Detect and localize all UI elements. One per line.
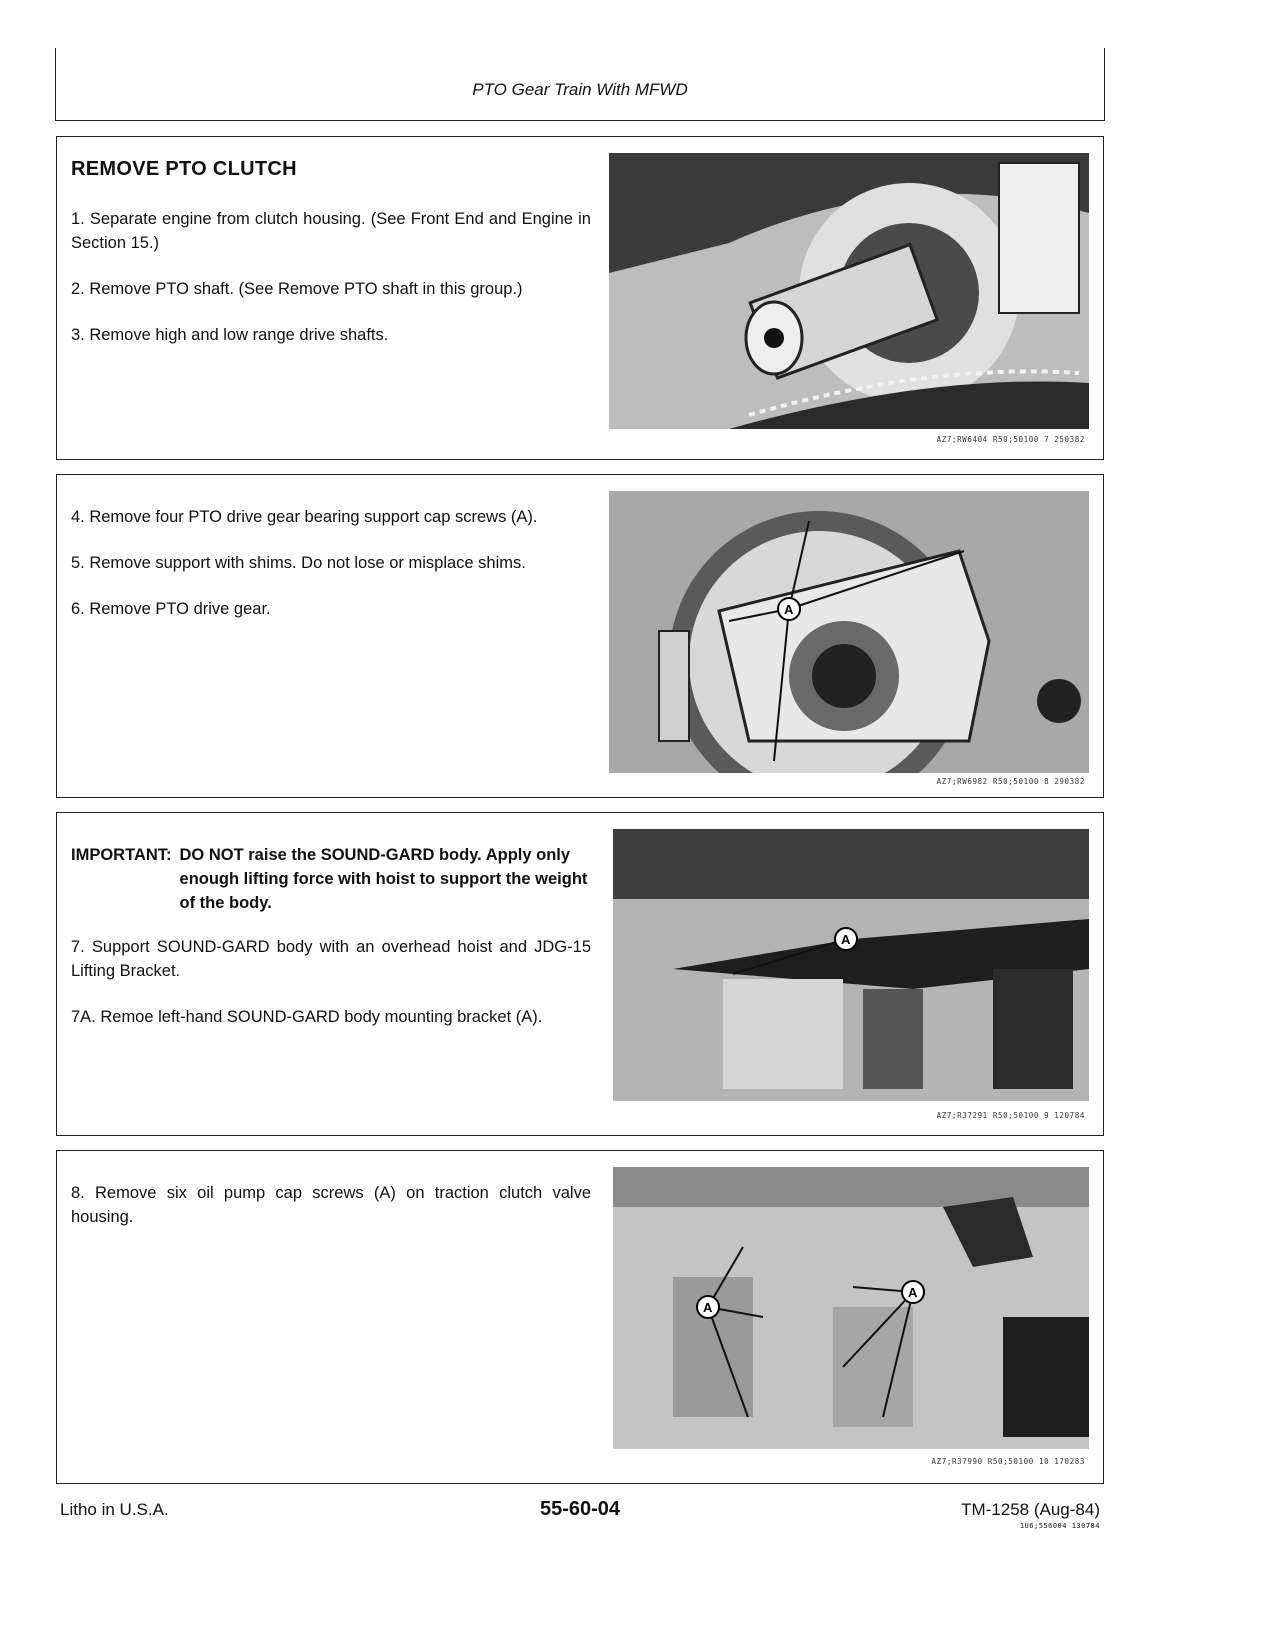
page-footer bbox=[60, 1498, 1100, 1538]
page-title: PTO Gear Train With MFWD bbox=[472, 80, 688, 99]
callout-label: A bbox=[841, 932, 851, 947]
step: 8. Remove six oil pump cap screws (A) on traction clutch valve housing. bbox=[71, 1184, 591, 1226]
photo-bearing-support bbox=[609, 491, 1089, 773]
callout-label: A bbox=[908, 1285, 918, 1300]
step: 4. Remove four PTO drive gear bearing support cap screws (A). bbox=[71, 508, 538, 526]
section-heading: REMOVE PTO CLUTCH bbox=[71, 158, 297, 180]
photo-caption: AZ7;RW6404 R50;50100 7 250382 bbox=[936, 435, 1085, 444]
photo-mounting-bracket bbox=[613, 829, 1089, 1101]
step: 2. Remove PTO shaft. (See Remove PTO shaft in this group.) bbox=[71, 280, 523, 298]
section-text bbox=[71, 155, 591, 369]
step: 1. Separate engine from clutch housing. (See Front End and Engine in Section 15.) bbox=[71, 210, 591, 252]
callout-label: A bbox=[703, 1300, 713, 1315]
section-text bbox=[71, 1181, 591, 1251]
page-number: 55-60-04 bbox=[539, 1498, 621, 1520]
manual-id: TM-1258 (Aug-84) bbox=[961, 1500, 1100, 1519]
section-remove-pto-clutch bbox=[56, 136, 1104, 460]
section-drive-gear-support bbox=[56, 474, 1104, 798]
photo-oil-pump bbox=[613, 1167, 1089, 1449]
section-oil-pump-cap-screws bbox=[56, 1150, 1104, 1484]
step: 6. Remove PTO drive gear. bbox=[71, 600, 271, 618]
important-label: IMPORTANT: bbox=[71, 846, 172, 864]
photo-pto-clutch bbox=[609, 153, 1089, 429]
important-text: DO NOT raise the SOUND-GARD body. Apply only enough lifting force with hoist to support the weight of the body. bbox=[179, 846, 588, 912]
callout-label: A bbox=[784, 602, 794, 617]
step: 7A. Remoe left-hand SOUND-GARD body mounting bracket (A). bbox=[71, 1008, 543, 1026]
section-text bbox=[71, 843, 591, 1051]
section-text bbox=[71, 505, 591, 643]
photo-caption: AZ7;R37990 R50;50100 10 170283 bbox=[931, 1457, 1085, 1466]
step: 3. Remove high and low range drive shafts. bbox=[71, 326, 389, 344]
footer-litho: Litho in U.S.A. bbox=[60, 1500, 169, 1519]
section-sound-gard-bracket bbox=[56, 812, 1104, 1136]
photo-caption: AZ7;R37291 R50;50100 9 120784 bbox=[936, 1111, 1085, 1120]
photo-caption: AZ7;RW6982 R50;50100 8 290382 bbox=[936, 777, 1085, 786]
page-header bbox=[55, 48, 1105, 121]
step: 5. Remove support with shims. Do not lose or misplace shims. bbox=[71, 554, 526, 572]
important-notice bbox=[71, 843, 591, 915]
step: 7. Support SOUND-GARD body with an overhead hoist and JDG-15 Lifting Bracket. bbox=[71, 938, 591, 980]
footer-code: 1U6;556004 130784 bbox=[1019, 1522, 1100, 1530]
